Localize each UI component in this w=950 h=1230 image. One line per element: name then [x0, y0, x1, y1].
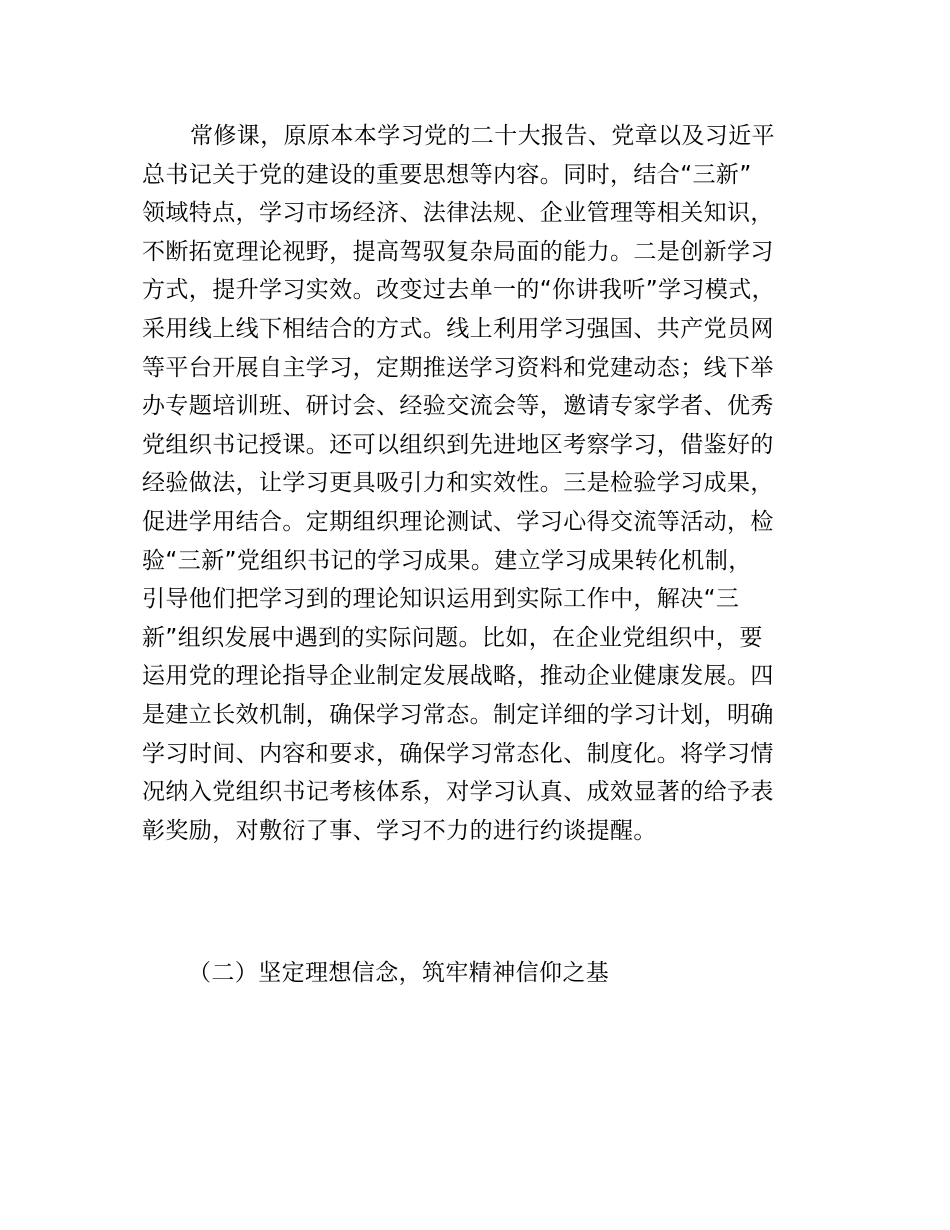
paragraph-line: 是建立长效机制，确保学习常态。制定详细的学习计划，明确 — [142, 701, 774, 728]
paragraph-line: 不断拓宽理论视野，提高驾驭复杂局面的能力。二是创新学习 — [142, 238, 774, 265]
paragraph-line: 验“三新”党组织书记的学习成果。建立学习成果转化机制， — [142, 547, 752, 574]
paragraph-line: 新”组织发展中遇到的实际问题。比如，在企业党组织中，要 — [142, 624, 763, 651]
paragraph-line: 况纳入党组织书记考核体系，对学习认真、成效显著的给予表 — [142, 779, 774, 806]
section-heading: （二）坚定理想信念，筑牢精神信仰之基 — [188, 960, 610, 986]
body-paragraph — [142, 117, 842, 850]
paragraph-line: 运用党的理论指导企业制定发展战略，推动企业健康发展。四 — [142, 663, 774, 690]
paragraph-line: 经验做法，让学习更具吸引力和实效性。三是检验学习成果， — [142, 470, 774, 497]
paragraph-line: 党组织书记授课。还可以组织到先进地区考察学习，借鉴好的 — [142, 431, 774, 458]
paragraph-line: 常修课，原原本本学习党的二十大报告、党章以及习近平 — [190, 123, 775, 149]
paragraph-line: 学习时间、内容和要求，确保学习常态化、制度化。将学习情 — [142, 740, 774, 767]
paragraph-line: 办专题培训班、研讨会、经验交流会等，邀请专家学者、优秀 — [142, 393, 774, 420]
paragraph-line: 引导他们把学习到的理论知识运用到实际工作中，解决“三 — [142, 586, 740, 613]
paragraph-line: 方式，提升学习实效。改变过去单一的“你讲我听”学习模式， — [142, 277, 776, 304]
paragraph-line: 彰奖励，对敷衍了事、学习不力的进行约谈提醒。 — [142, 817, 657, 844]
paragraph-line: 等平台开展自主学习，定期推送学习资料和党建动态；线下举 — [142, 354, 774, 381]
paragraph-line: 促进学用结合。定期组织理论测试、学习心得交流等活动，检 — [142, 508, 774, 535]
paragraph-line: 采用线上线下相结合的方式。线上利用学习强国、共产党员网 — [142, 315, 774, 342]
paragraph-line: 领域特点，学习市场经济、法律法规、企业管理等相关知识， — [142, 200, 774, 227]
paragraph-line: 总书记关于党的建设的重要思想等内容。同时，结合“三新” — [142, 161, 752, 188]
